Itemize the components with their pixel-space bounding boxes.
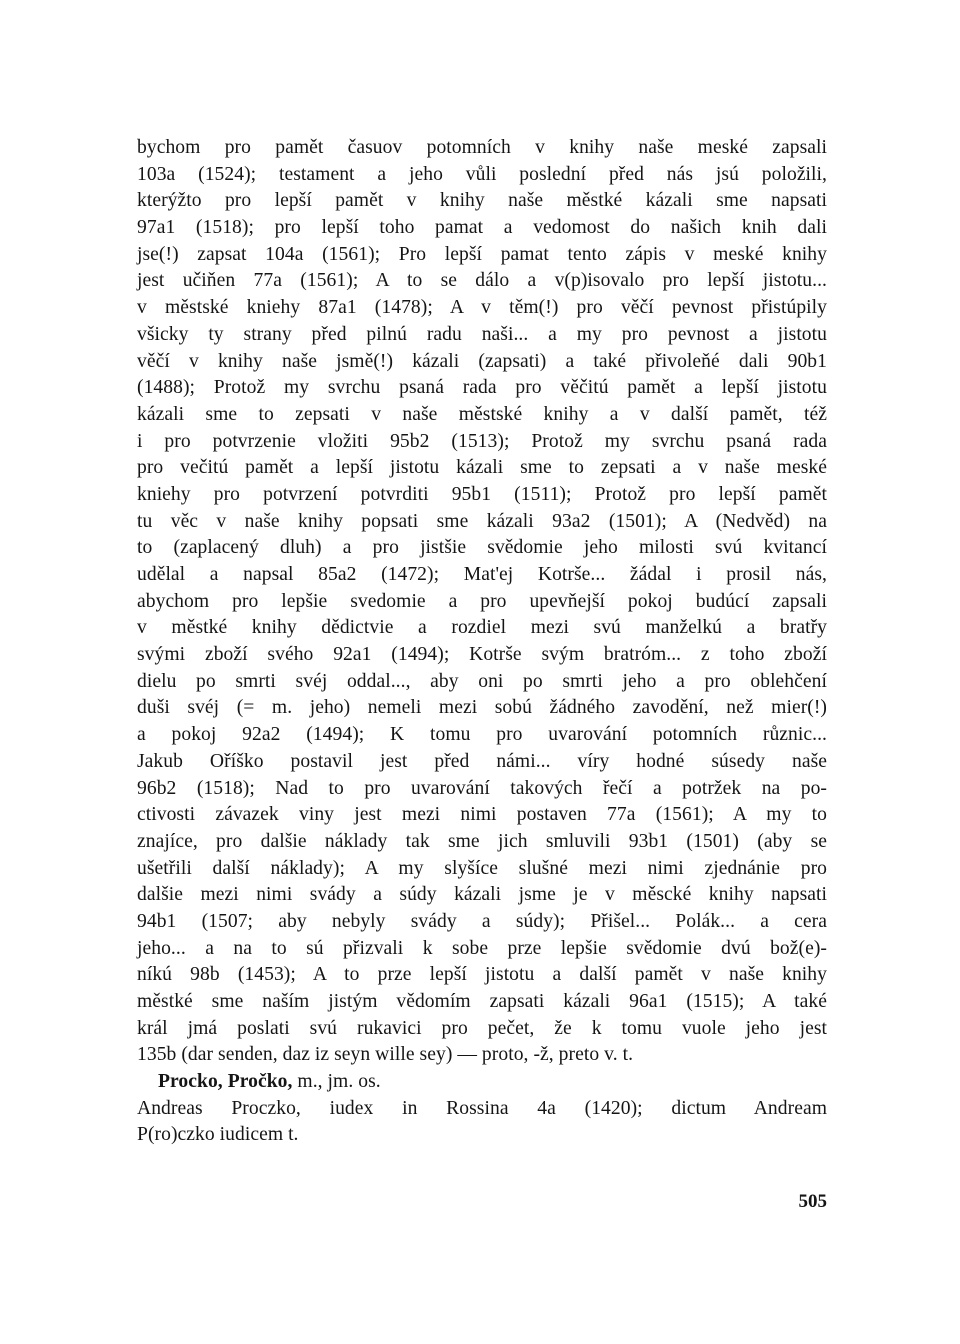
grammar-note: m., jm. os. [292,1071,381,1093]
text-line: i pro potvrzenie vložiti 95b2 (1513); Protož my svrchu psaná rada [137,430,827,452]
text-line: svými zboží svého 92a1 (1494); Kotrše svým bratróm... z toho zboží [137,644,827,666]
text-line: městké sme naším jistým vědomím zapsati kázali 96a1 (1515); A také [137,991,827,1012]
text-line: ušetřili další náklady); A my slyšíce slušné mezi nimi zjednánie pro [137,857,827,879]
text-line: pro večitú pamět a lepší jistotu kázali sme to zepsati a v naše meské [137,457,827,479]
text-line: věčí v knihy naše jsmě(!) kázali (zapsati) a také přivoleňé dali 90b1 [137,350,827,372]
text-line: 97a1 (1518); pro lepší toho pamat a vedomost do našich knih dali [137,217,827,239]
text-line: duši svéj (= m. jeho) nemeli mezi sobú žádného zavodění, než mier(!) [137,697,827,719]
text-line: kterýžto pro lepší pamět v knihy naše městké kázali sme napsati [137,190,827,212]
text-line: kniehy pro potvrzení potvrditi 95b1 (1511); Protož pro lepší pamět [137,483,827,505]
text-line: tu věc v naše knihy popsati sme kázali 93a2 (1501); A (Nedvěd) na [137,510,827,532]
text-line: jeho... a na to sú přizvali k sobe prze lepšie svědomie dvú bož(e)- [137,937,827,959]
headword: Procko, Pročko, [158,1071,293,1093]
text-line: dielu po smrti svéj oddal..., aby oni po smrti jeho a pro oblehčení [137,670,827,692]
text-line: 94b1 (1507; aby nebyly svády a súdy); Přišel... Polák... a cera [137,910,827,932]
text-line: abychom pro lepšie svedomie a pro upevňejší pokoj budúcí zapsali [137,590,827,612]
text-line: 96b2 (1518); Nad to pro uvarování takových řečí a potržek na po- [137,777,827,799]
text-line: v městské kniehy 87a1 (1478); A v těm(!) pro věčí pevnost přistúpily [137,297,827,319]
text-line: jse(!) zapsat 104a (1561); Pro lepší pamat tento zápis v meské knihy [137,243,827,265]
text-line: jest učiňen 77a (1561); A to se dálo a v(p)isovalo pro lepší jistotu... [137,270,827,292]
text-line: bychom pro pamět časuov potomních v knihy naše meské zapsali [137,137,827,158]
entry-line: Andreas Proczko, iudex in Rossina 4a (1420); dictum Andream [137,1097,827,1119]
page-number: 505 [798,1191,827,1212]
text-line: král jmá poslati svú rukavici pro pečet, že k tomu vuole jeho jest [137,1017,827,1039]
text-line: a pokoj 92a2 (1494); K tomu pro uvarování potomních různic... [137,724,827,746]
text-line: níkú 98b (1453); A to prze lepší jistotu a další pamět v naše knihy [137,964,827,986]
entry-heading [137,1069,827,1096]
text-line: 103a (1524); testament a jeho vůli poslední před nás jsú položili, [137,163,827,185]
text-line: dalšie mezi nimi svády a súdy kázali jsme je v měscké knihy napsati [137,884,827,906]
text-line: Jakub Oříško postavil jest před námi... víry hodné súsedy naše [137,750,827,772]
dictionary-entry-text [137,135,827,1149]
text-line: (1488); Protož my svrchu psaná rada pro věčitú pamět a lepší jistotu [137,377,827,399]
text-line: kázali sme to zepsati v naše městské knihy a v další pamět, též [137,403,827,425]
text-line: udělal a napsal 85a2 (1472); Mat'ej Kotrše... žádal i prosil nás, [137,564,827,585]
text-line: 135b (dar senden, daz iz seyn wille sey) — proto, -ž, preto v. t. [137,1044,634,1066]
text-line: znajíce, pro dalšie náklady tak sme jich smluvili 93b1 (1501) (aby se [137,830,827,852]
text-line: všicky ty strany před pilnú radu naši... a my pro pevnost a jistotu [137,323,827,345]
text-line: v městké knihy dědictvie a rozdiel mezi svú manželkú a bratřy [137,617,827,639]
text-line: to (zaplacený dluh) a pro jistšie svědomie jeho milosti svú kvitancí [137,537,827,559]
text-line: ctivosti závazek viny jest mezi nimi postaven 77a (1561); A my to [137,804,827,826]
entry-line: P(ro)czko iudicem t. [137,1124,299,1146]
